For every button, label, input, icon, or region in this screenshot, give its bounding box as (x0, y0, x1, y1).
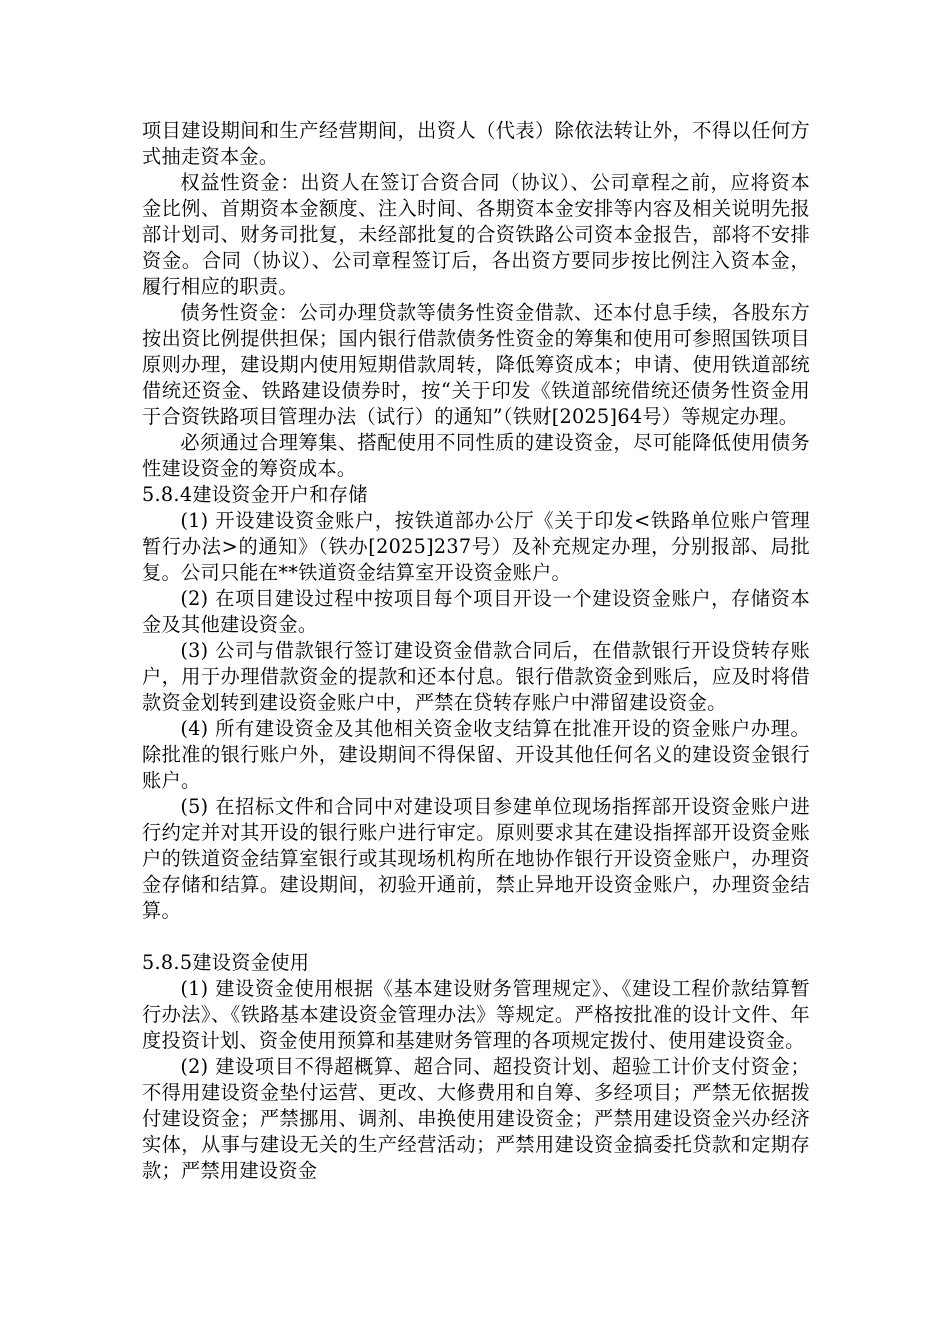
blank-line (142, 924, 810, 950)
paragraph-account-item-4: (4) 所有建设资金及其他相关资金收支结算在批准开设的资金账户办理。除批准的银行账户外，建设期间不得保留、开设其他任何名义的建设资金银行账户。 (142, 717, 810, 792)
paragraph-account-item-1: (1) 开设建设资金账户，按铁道部办公厅《关于印发<铁路单位账户管理暂行办法>的通知》（铁办[2025]237号）及补充规定办理，分别报部、局批复。公司只能在**铁道资金结算室开设资金账户。 (142, 509, 810, 584)
paragraph-account-item-2: (2) 在项目建设过程中按项目每个项目开设一个建设资金账户，存储资本金及其他建设资金。 (142, 587, 810, 636)
paragraph-capital-withdrawal: 项目建设期间和生产经营期间，出资人（代表）除依法转让外，不得以任何方式抽走资本金。 (142, 119, 810, 168)
paragraph-debt-funds: 债务性资金：公司办理贷款等债务性资金借款、还本付息手续，各股东方按出资比例提供担保；国内银行借款债务性资金的筹集和使用可参照国铁项目原则办理，建设期内使用短期借款周转，降低筹资成本；申请、使用铁道部统借统还资金、铁路建设债券时，按“关于印发《铁道部统借统还债务性资金用于合资铁路项目管理办法（试行）的通知”（铁财[2025]64号）等规定办理。 (142, 301, 810, 428)
paragraph-equity-funds: 权益性资金：出资人在签订合资合同（协议）、公司章程之前，应将资本金比例、首期资本金额度、注入时间、各期资本金安排等内容及相关说明先报部计划司、财务司批复，未经部批复的合资铁路公司资本金报告，部将不安排资金。合同（协议）、公司章程签订后，各出资方要同步按比例注入资本金，履行相应的职责。 (142, 171, 810, 298)
paragraph-usage-item-1: (1) 建设资金使用根据《基本建设财务管理规定》、《建设工程价款结算暂行办法》、《铁路基本建设资金管理办法》等规定。严格按批准的设计文件、年度投资计划、资金使用预算和基建财务管理的各项规定拨付、使用建设资金。 (142, 977, 810, 1052)
paragraph-financing-cost: 必须通过合理筹集、搭配使用不同性质的建设资金，尽可能降低使用债务性建设资金的筹资成本。 (142, 431, 810, 480)
section-heading-5-8-4: 5.8.4建设资金开户和存储 (142, 483, 368, 506)
paragraph-account-item-5: (5) 在招标文件和合同中对建设项目参建单位现场指挥部开设资金账户进行约定并对其开设的银行账户进行审定。原则要求其在建设指挥部开设资金账户的铁道资金结算室银行或其现场机构所在地协作银行开设资金账户，办理资金存储和结算。建设期间，初验开通前，禁止异地开设资金账户，办理资金结算。 (142, 795, 810, 922)
document-page (142, 118, 810, 1184)
section-heading-5-8-5: 5.8.5建设资金使用 (142, 951, 310, 974)
paragraph-account-item-3: (3) 公司与借款银行签订建设资金借款合同后，在借款银行开设贷转存账户，用于办理借款资金的提款和还本付息。银行借款资金到账后，应及时将借款资金划转到建设资金账户中，严禁在贷转存账户中滞留建设资金。 (142, 639, 810, 714)
paragraph-usage-item-2: (2) 建设项目不得超概算、超合同、超投资计划、超验工计价支付资金；不得用建设资金垫付运营、更改、大修费用和自筹、多经项目；严禁无依据拨付建设资金；严禁挪用、调剂、串换使用建设资金；严禁用建设资金兴办经济实体，从事与建设无关的生产经营活动；严禁用建设资金搞委托贷款和定期存款；严禁用建设资金 (142, 1055, 810, 1182)
